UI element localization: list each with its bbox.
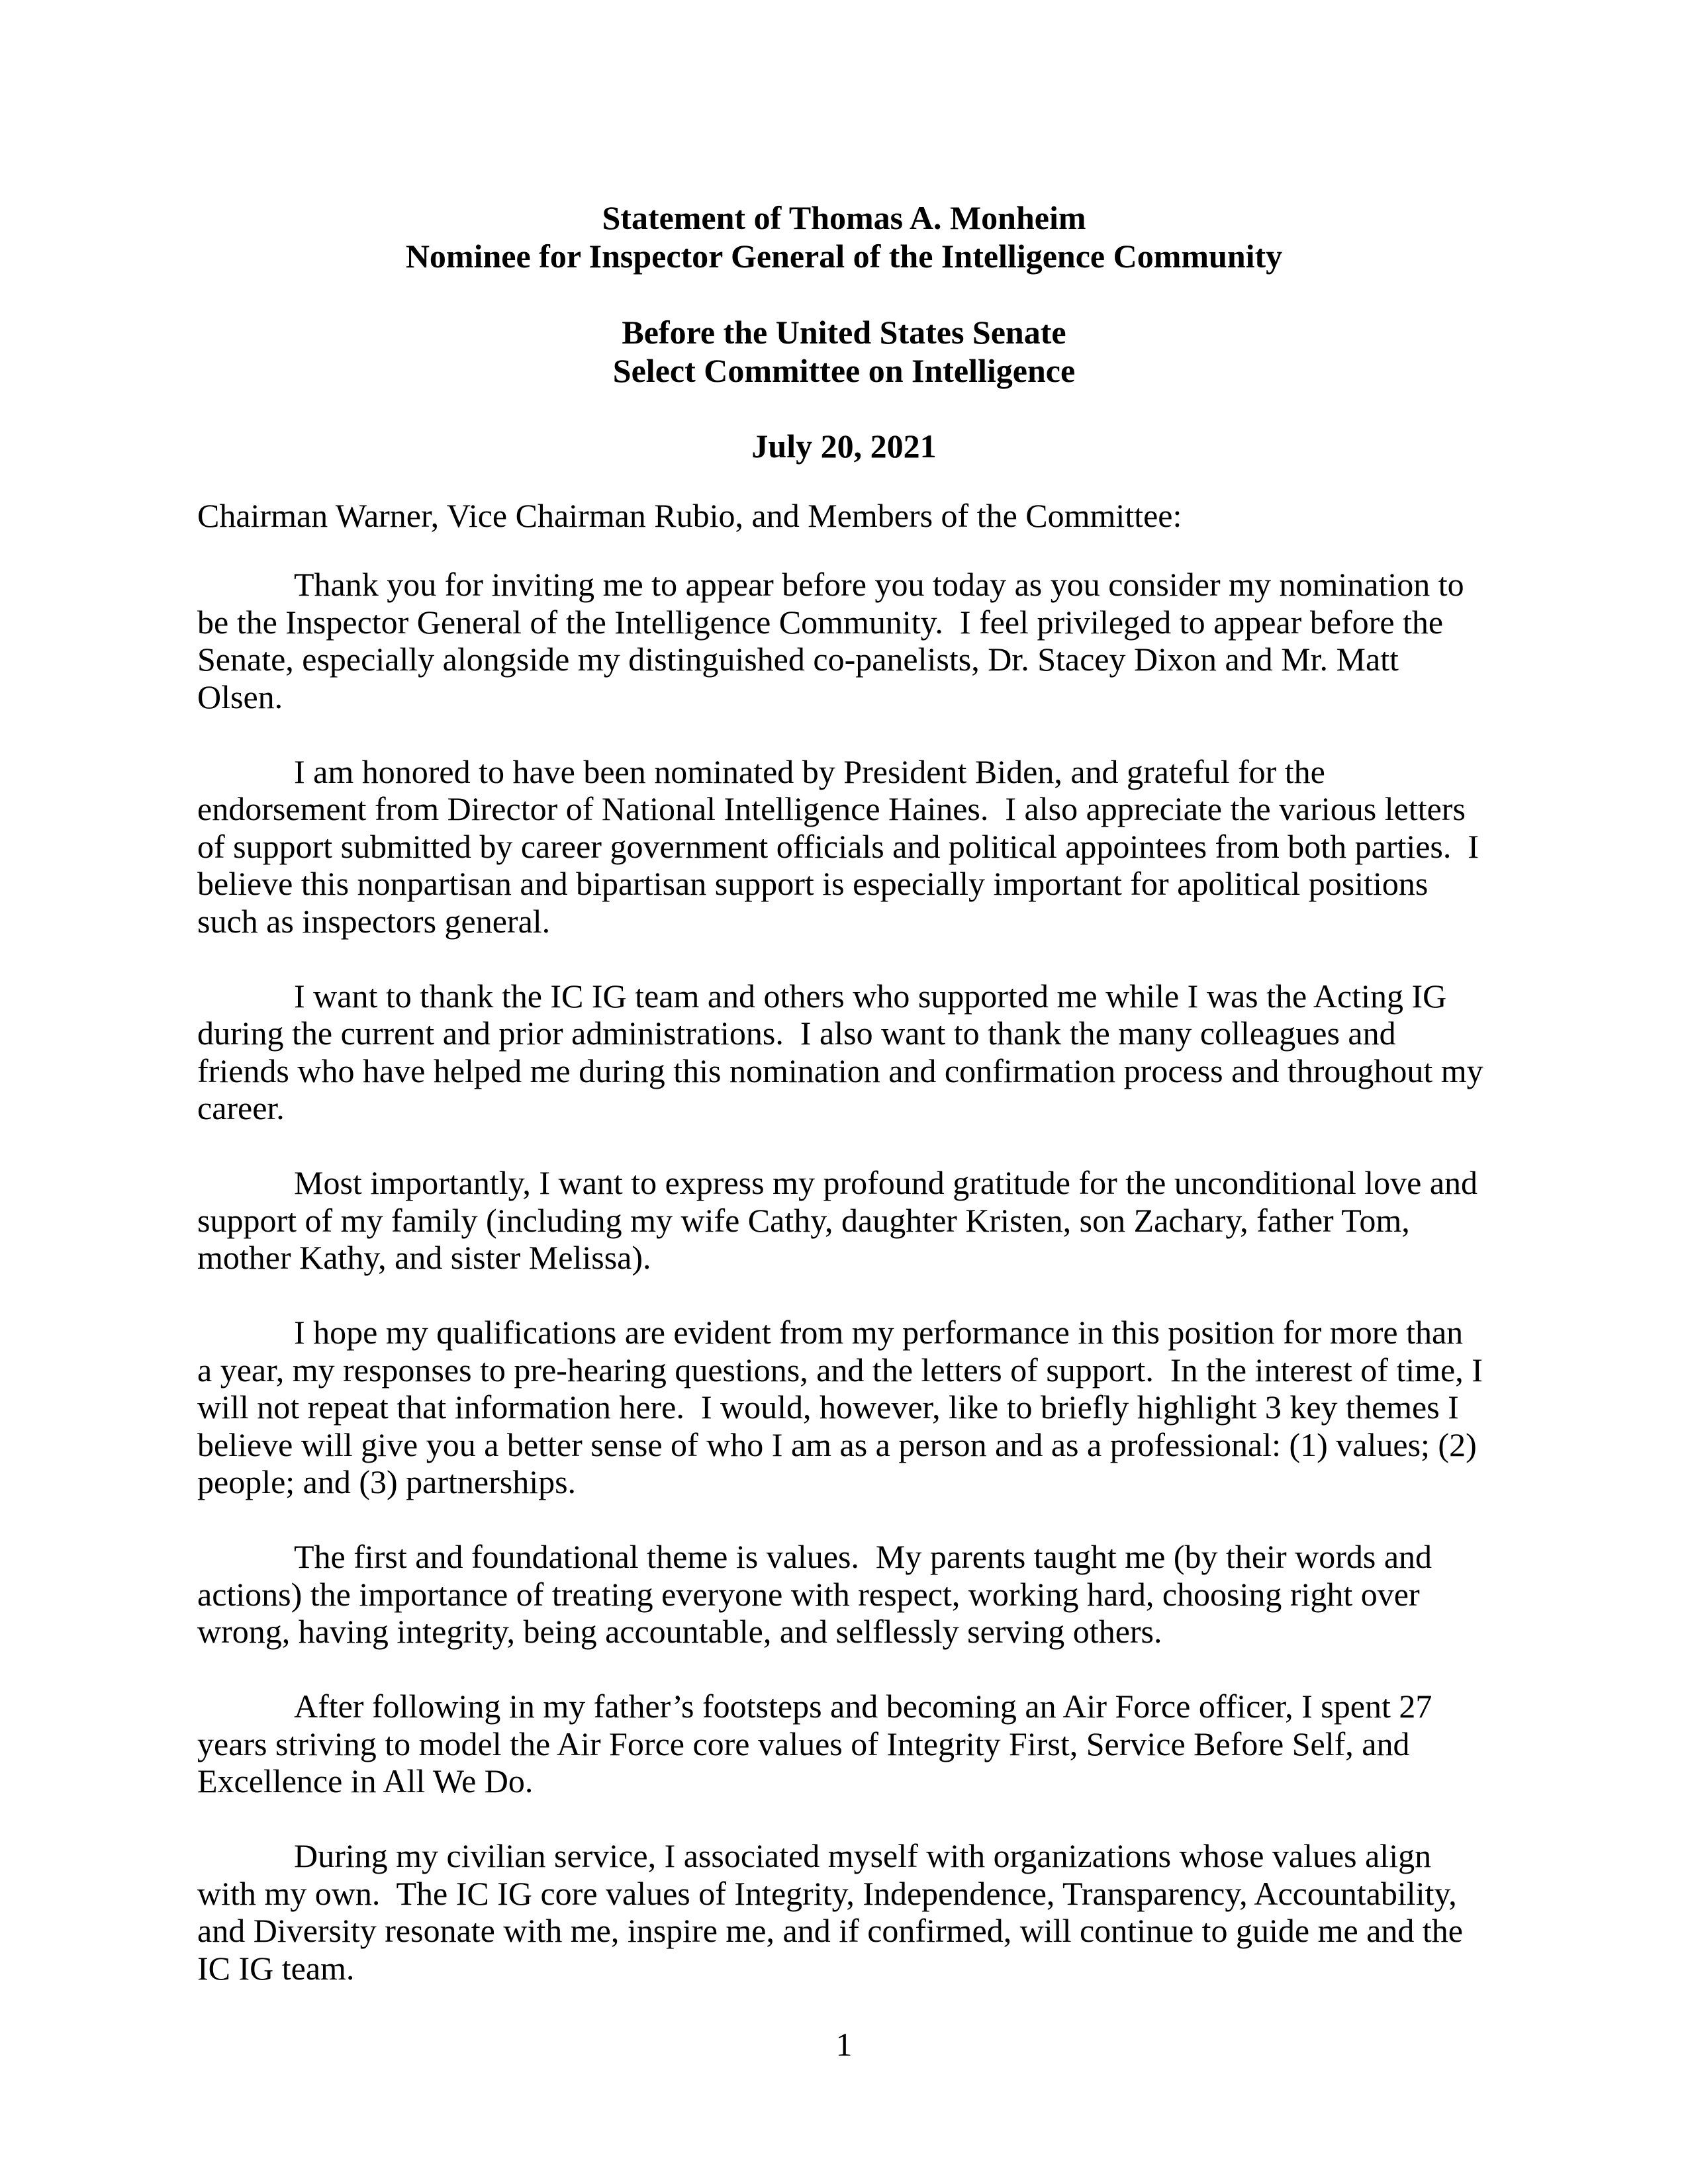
paragraph-line: support of my family (including my wife Cathy, daughter Kristen, son Zachary, father Tom, xyxy=(197,1201,1410,1239)
paragraph-line: during the current and prior administrations. I also want to thank the many colleagues and xyxy=(197,1015,1396,1052)
paragraph-line: Senate, especially alongside my distinguished co-panelists, Dr. Stacey Dixon and Mr. Matt xyxy=(197,641,1399,678)
paragraph-line: I hope my qualifications are evident from my performance in this position for more than xyxy=(294,1314,1464,1351)
paragraph-line: believe will give you a better sense of who I am as a person and as a professional: (1) values; (2) xyxy=(197,1426,1477,1463)
paragraph-line: actions) the importance of treating everyone with respect, working hard, choosing right over xyxy=(197,1575,1420,1613)
paragraph-line: years striving to model the Air Force core values of Integrity First, Service Before Self, and xyxy=(197,1725,1410,1762)
paragraph-line: career. xyxy=(197,1089,285,1126)
paragraph-line: people; and (3) partnerships. xyxy=(197,1463,577,1500)
statement-body xyxy=(197,566,1495,2025)
paragraph-line: endorsement from Director of National Intelligence Haines. I also appreciate the various letters xyxy=(197,790,1466,827)
document-title xyxy=(0,199,1688,275)
paragraph-line: mother Kathy, and sister Melissa). xyxy=(197,1239,651,1276)
paragraph-line: I am honored to have been nominated by President Biden, and grateful for the xyxy=(294,752,1325,790)
paragraph-line: be the Inspector General of the Intelligence Community. I feel privileged to appear before the xyxy=(197,603,1444,641)
paragraph-line: with my own. The IC IG core values of Integrity, Independence, Transparency, Accountability, xyxy=(197,1874,1457,1912)
hearing-venue xyxy=(0,313,1688,390)
paragraph-line: friends who have helped me during this nomination and confirmation process and throughout my xyxy=(197,1052,1483,1089)
hearing-date: July 20, 2021 xyxy=(751,428,937,465)
paragraph-line: Most importantly, I want to express my profound gratitude for the unconditional love and xyxy=(294,1164,1478,1201)
paragraph-line: and Diversity resonate with me, inspire me, and if confirmed, will continue to guide me and the xyxy=(197,1912,1463,1949)
paragraph xyxy=(197,1314,1495,1501)
paragraph xyxy=(197,1688,1495,1800)
paragraph-line: believe this nonpartisan and bipartisan support is especially important for apolitical positions xyxy=(197,865,1429,902)
paragraph-line: I want to thank the IC IG team and others who supported me while I was the Acting IG xyxy=(294,977,1447,1015)
paragraph-line: IC IG team. xyxy=(197,1949,355,1987)
paragraph xyxy=(197,1837,1495,1987)
paragraph-line: of support submitted by career government officials and political appointees from both parties. I xyxy=(197,827,1479,865)
paragraph xyxy=(197,978,1495,1127)
paragraph xyxy=(197,1538,1495,1651)
title-line: Nominee for Inspector General of the Intelligence Community xyxy=(405,238,1283,275)
paragraph xyxy=(197,1164,1495,1277)
venue-line: Select Committee on Intelligence xyxy=(612,352,1076,389)
paragraph xyxy=(197,566,1495,715)
paragraph-line: The first and foundational theme is values. My parents taught me (by their words and xyxy=(294,1538,1432,1575)
paragraph-line: Thank you for inviting me to appear before you today as you consider my nomination to xyxy=(294,566,1464,603)
paragraph-line: wrong, having integrity, being accountable, and selflessly serving others. xyxy=(197,1613,1162,1650)
salutation: Chairman Warner, Vice Chairman Rubio, and Members of the Committee: xyxy=(197,497,1182,534)
paragraph xyxy=(197,753,1495,940)
venue-line: Before the United States Senate xyxy=(622,314,1066,351)
paragraph-line: such as inspectors general. xyxy=(197,902,551,940)
paragraph-line: will not repeat that information here. I would, however, like to briefly highlight 3 key themes I xyxy=(197,1388,1459,1426)
paragraph-line: Olsen. xyxy=(197,678,283,715)
paragraph-line: a year, my responses to pre-hearing questions, and the letters of support. In the interest of time, I xyxy=(197,1351,1483,1388)
title-line: Statement of Thomas A. Monheim xyxy=(602,199,1086,236)
page-number: 1 xyxy=(835,2026,853,2063)
paragraph-line: Excellence in All We Do. xyxy=(197,1762,534,1799)
paragraph-line: During my civilian service, I associated myself with organizations whose values align xyxy=(294,1837,1432,1874)
paragraph-line: After following in my father’s footsteps and becoming an Air Force officer, I spent 27 xyxy=(294,1688,1432,1725)
